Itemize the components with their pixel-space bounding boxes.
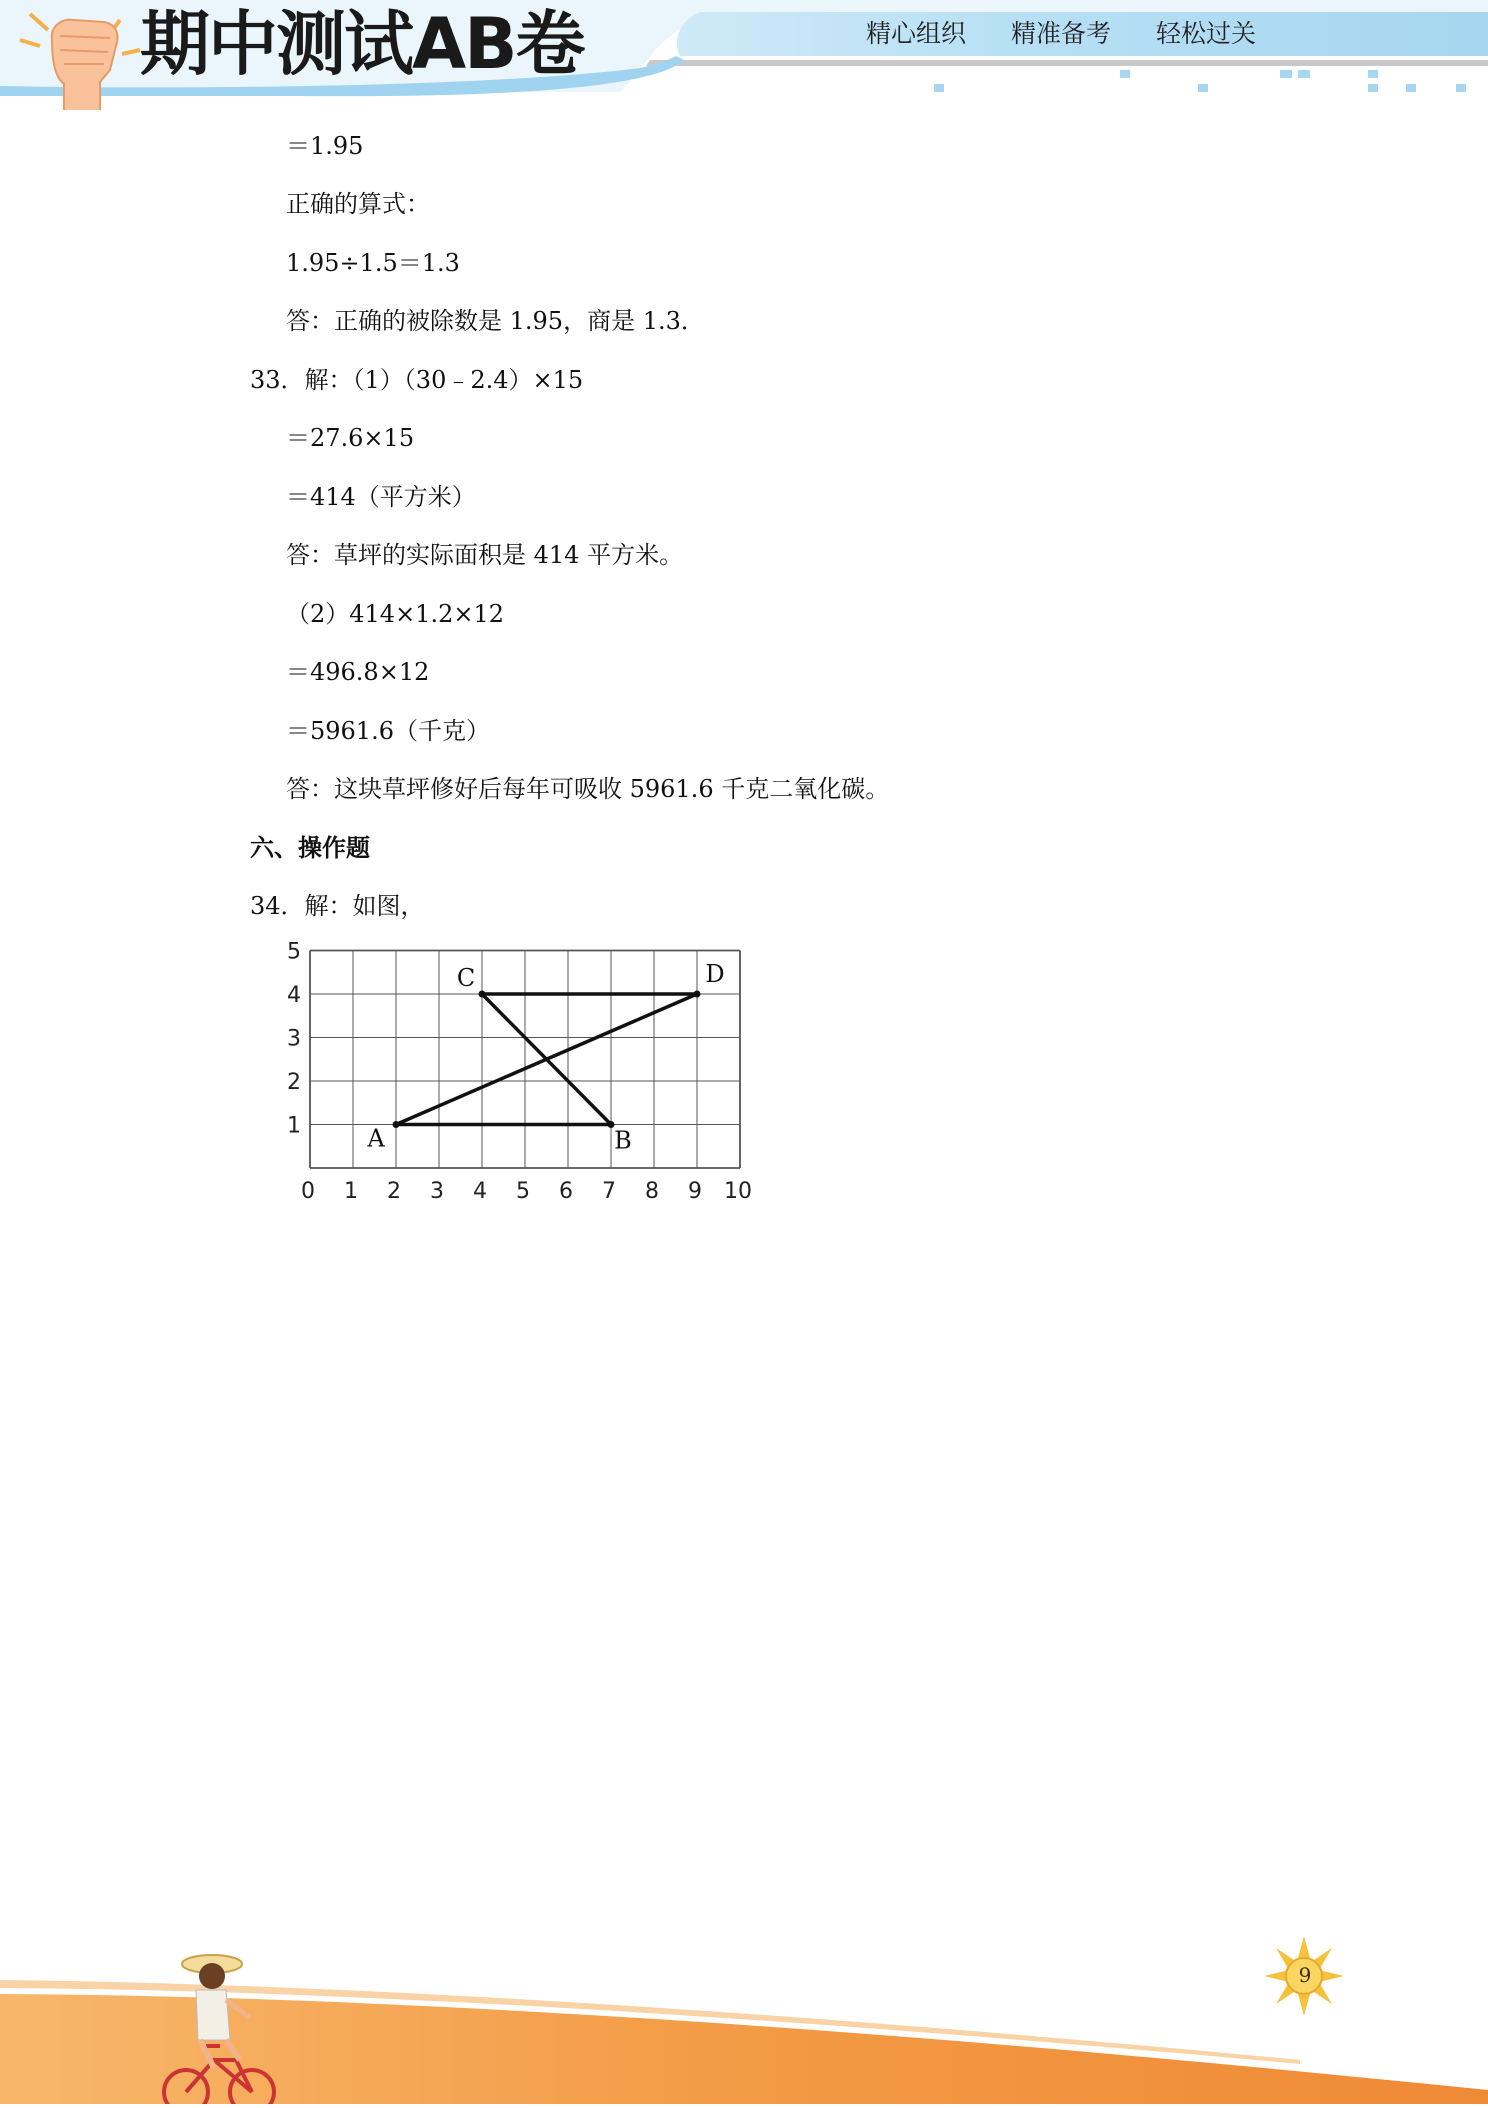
x-tick-label: 10 bbox=[724, 1179, 752, 1204]
answer-line: 答：这块草坪修好后每年可吸收 5961.6 千克二氧化碳。 bbox=[286, 775, 890, 803]
x-tick-label: 1 bbox=[344, 1179, 358, 1204]
x-tick-label: 8 bbox=[645, 1179, 659, 1204]
x-tick-label: 9 bbox=[688, 1179, 702, 1204]
footer-banner bbox=[0, 1900, 1488, 2104]
text-line: ＝5961.6（千克） bbox=[286, 717, 490, 745]
answer-line: 答：正确的被除数是 1.95，商是 1.3． bbox=[286, 307, 705, 335]
page-title: 期中测试AB卷 bbox=[140, 3, 584, 85]
x-tick-label: 4 bbox=[473, 1179, 487, 1204]
point-label-B: B bbox=[614, 1126, 632, 1155]
x-tick-label: 7 bbox=[602, 1179, 616, 1204]
point-D bbox=[694, 991, 701, 998]
point-label-C: C bbox=[456, 964, 476, 992]
point-label-D: D bbox=[705, 960, 725, 988]
text-line: ＝414（平方米） bbox=[286, 483, 476, 511]
grid-figure bbox=[280, 938, 760, 1208]
text-line: 1.95÷1.5＝1.3 bbox=[286, 249, 460, 277]
x-tick-label: 3 bbox=[430, 1179, 444, 1204]
answer-line: 答：草坪的实际面积是 414 平方米。 bbox=[286, 541, 684, 569]
x-tick-label: 2 bbox=[387, 1179, 401, 1204]
x-tick-label: 0 bbox=[301, 1179, 315, 1204]
point-A bbox=[393, 1121, 400, 1128]
text-line: ＝1.95 bbox=[286, 132, 364, 160]
text-line: 正确的算式： bbox=[286, 190, 430, 218]
segment-AD bbox=[396, 994, 697, 1125]
text-line: ＝496.8×12 bbox=[286, 658, 430, 686]
x-tick-label: 6 bbox=[559, 1179, 573, 1204]
question-33: 33．解：（1）（30﹣2.4）×15 bbox=[250, 366, 584, 394]
slogan-1: 精心组织 bbox=[866, 19, 967, 48]
question-34: 34．解：如图， bbox=[250, 892, 425, 920]
y-tick-label: 2 bbox=[287, 1070, 301, 1095]
slogan-2: 精准备考 bbox=[1011, 19, 1112, 48]
page-header bbox=[0, 0, 1488, 110]
x-tick-label: 5 bbox=[516, 1179, 530, 1204]
point-label-A: A bbox=[367, 1124, 385, 1153]
page-footer bbox=[0, 1900, 1488, 2104]
y-tick-label: 1 bbox=[287, 1113, 301, 1139]
section-title: 六、操作题 bbox=[250, 834, 370, 862]
slogan-3: 轻松过关 bbox=[1156, 19, 1257, 48]
y-tick-label: 4 bbox=[287, 983, 301, 1008]
text-line: （2）414×1.2×12 bbox=[286, 600, 505, 628]
y-tick-label: 5 bbox=[287, 939, 301, 965]
text-line: ＝27.6×15 bbox=[286, 424, 415, 452]
point-C bbox=[479, 991, 486, 998]
y-tick-label: 3 bbox=[287, 1026, 301, 1052]
page-number: 9 bbox=[1298, 1963, 1312, 1987]
